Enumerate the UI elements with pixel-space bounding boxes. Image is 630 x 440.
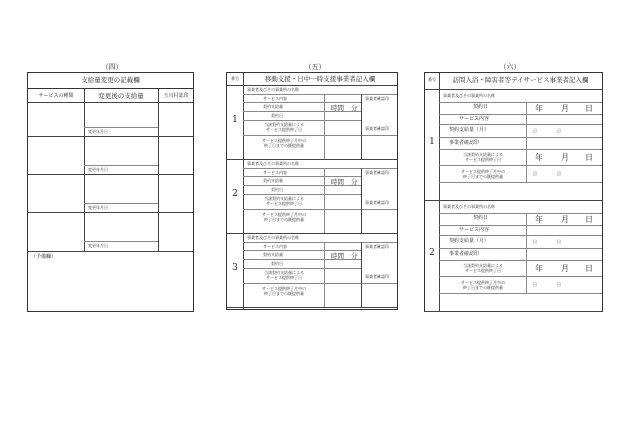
- divider: [439, 225, 602, 226]
- end-label: 終了日までの既提供量: [264, 217, 304, 222]
- end-label: 終了日までの既提供量: [264, 291, 304, 296]
- divider: [361, 242, 362, 307]
- contract-date-label: 契約日: [473, 215, 489, 221]
- confirm-stamp-label: 事業者確認印: [365, 244, 389, 249]
- service-content-label: サービス内容: [459, 227, 490, 233]
- change-date-label: 変更年月日: [88, 243, 108, 248]
- provider-name-label: 事業者及びその事業所の名称: [443, 204, 495, 209]
- divider: [439, 102, 602, 103]
- reserve-field: （予備欄）: [31, 254, 57, 260]
- day-unit: 日: [557, 239, 561, 244]
- divider: [227, 233, 397, 234]
- col-village-stamp: 玉川村認印: [163, 93, 189, 99]
- confirm-stamp-label: 事業者確認印: [365, 274, 389, 279]
- day-unit: 日: [533, 128, 537, 133]
- section-five-label: （五）: [304, 63, 326, 71]
- divider: [439, 149, 602, 150]
- row-number: 1: [232, 115, 238, 125]
- month-unit: 月: [561, 215, 569, 224]
- divider: [439, 293, 602, 294]
- remaining-label: サービス提供終了日: [266, 127, 302, 132]
- end-label: 終了日までの既提供量: [264, 143, 304, 148]
- year-unit: 年: [535, 153, 543, 162]
- month-unit: 月: [561, 153, 569, 162]
- confirm-stamp-label: 事業者確認印: [365, 170, 389, 175]
- divider: [526, 102, 527, 182]
- remaining-label: 当該契約支給量による: [264, 122, 304, 127]
- col-number: 番号: [428, 77, 436, 82]
- col-number: 番号: [231, 76, 239, 81]
- provider-name-label: 事業者及びその事業所の名称: [443, 93, 495, 98]
- minutes-unit: 分: [351, 178, 358, 186]
- remaining-label: サービス提供終了日: [465, 268, 501, 273]
- col-changed-amount: 変更後の支給量: [98, 92, 144, 100]
- end-label: 終了日までの既提供量: [463, 285, 503, 290]
- divider: [324, 168, 325, 233]
- divider: [439, 165, 602, 166]
- section-four-panel: [27, 72, 194, 312]
- section-six-title: 訪問入浴・障害者等デイサービス事業者記入欄: [452, 76, 589, 84]
- contract-amount-label: 契約支給量（月）: [449, 238, 490, 244]
- day-unit: 日: [557, 128, 561, 133]
- section-four-label: （四）: [101, 63, 123, 71]
- row-number: 2: [429, 248, 435, 258]
- change-date-label: 変更年月日: [88, 167, 108, 172]
- minutes-unit: 分: [351, 104, 358, 112]
- confirm-stamp-label: 事業者確認印: [365, 126, 389, 131]
- year-unit: 年: [535, 104, 543, 113]
- end-label: サービス提供終了月中の: [262, 286, 306, 291]
- divider: [243, 120, 361, 121]
- confirm-stamp-label: 事業者確認印: [449, 251, 480, 257]
- divider: [243, 185, 361, 186]
- divider: [439, 235, 602, 236]
- end-label: サービス提供終了月中の: [262, 212, 306, 217]
- contract-amount-label: 契約支給量: [263, 104, 283, 109]
- contract-amount-label: 契約支給量: [263, 252, 283, 257]
- day-unit: 日: [585, 153, 593, 162]
- service-content-label: サービス内容: [459, 116, 490, 122]
- divider: [361, 94, 362, 159]
- section-five-title: 移動支援・日中一時支援事業者記入欄: [264, 75, 376, 83]
- service-content-label: サービス内容: [263, 244, 287, 249]
- divider: [243, 194, 361, 195]
- provider-name-label: 事業者及びその事業所の名称: [247, 161, 299, 166]
- divider: [526, 213, 527, 293]
- section-six-label: （六）: [499, 63, 521, 71]
- divider: [243, 168, 397, 169]
- provider-name-label: 事業者及びその事業所の名称: [247, 87, 299, 92]
- day-unit: 日: [585, 264, 593, 273]
- remaining-label: サービス提供終了日: [266, 275, 302, 280]
- day-unit: 日: [557, 282, 561, 287]
- divider: [439, 114, 602, 115]
- divider: [425, 311, 602, 312]
- divider: [243, 283, 397, 284]
- divider: [425, 200, 602, 201]
- end-label: サービス提供終了月中の: [461, 169, 505, 174]
- hours-unit: 時間: [331, 252, 344, 260]
- change-date-label: 変更年月日: [88, 129, 108, 134]
- remaining-label: 当該契約支給量による: [463, 263, 503, 268]
- row-number: 1: [429, 137, 435, 147]
- divider: [324, 242, 325, 307]
- contract-date-label: 契約日: [271, 187, 283, 192]
- remaining-label: サービス提供終了日: [266, 201, 302, 206]
- divider: [439, 213, 602, 214]
- day-unit: 日: [585, 104, 593, 113]
- contract-date-label: 契約日: [271, 113, 283, 118]
- month-unit: 月: [561, 104, 569, 113]
- day-unit: 日: [533, 282, 537, 287]
- confirm-stamp-label: 事業者確認印: [365, 96, 389, 101]
- year-unit: 年: [535, 264, 543, 273]
- divider: [439, 248, 602, 249]
- service-content-label: サービス内容: [263, 96, 287, 101]
- divider: [243, 209, 397, 210]
- service-content-label: サービス内容: [263, 170, 287, 175]
- divider: [439, 124, 602, 125]
- divider: [227, 159, 397, 160]
- section-four-title: 支給量変更の記載欄: [28, 73, 193, 89]
- provider-name-label: 事業者及びその事業所の名称: [247, 235, 299, 240]
- divider: [227, 307, 397, 308]
- divider: [439, 276, 602, 277]
- hours-unit: 時間: [331, 104, 344, 112]
- end-label: 終了日までの既提供量: [463, 174, 503, 179]
- divider: [243, 259, 361, 260]
- confirm-stamp-label: 事業者確認印: [449, 140, 480, 146]
- divider: [243, 242, 397, 243]
- divider: [361, 168, 362, 233]
- divider: [243, 268, 361, 269]
- remaining-label: 当該契約支給量による: [264, 270, 304, 275]
- contract-amount-label: 契約支給量（月）: [449, 127, 490, 133]
- day-unit: 日: [533, 171, 537, 176]
- end-label: サービス提供終了月中の: [461, 280, 505, 285]
- contract-date-label: 契約日: [271, 261, 283, 266]
- row-number: 2: [232, 189, 238, 199]
- divider: [243, 135, 397, 136]
- day-unit: 日: [533, 239, 537, 244]
- divider: [439, 137, 602, 138]
- divider: [324, 94, 325, 159]
- end-label: サービス提供終了月中の: [262, 138, 306, 143]
- divider: [439, 182, 602, 183]
- confirm-stamp-label: 事業者確認印: [365, 200, 389, 205]
- day-unit: 日: [557, 171, 561, 176]
- col-service-type: サービスの種類: [38, 93, 74, 99]
- section-five-panel: [226, 72, 398, 310]
- hours-unit: 時間: [331, 178, 344, 186]
- day-unit: 日: [585, 215, 593, 224]
- contract-amount-label: 契約支給量: [263, 178, 283, 183]
- contract-date-label: 契約日: [473, 104, 489, 110]
- divider: [439, 260, 602, 261]
- remaining-label: 当該契約支給量による: [264, 196, 304, 201]
- month-unit: 月: [561, 264, 569, 273]
- row-number: 3: [232, 263, 238, 273]
- divider: [243, 94, 397, 95]
- minutes-unit: 分: [351, 252, 358, 260]
- remaining-label: サービス提供終了日: [465, 157, 501, 162]
- year-unit: 年: [535, 215, 543, 224]
- section-six-panel: [424, 72, 603, 312]
- divider: [243, 111, 361, 112]
- remaining-label: 当該契約支給量による: [463, 152, 503, 157]
- change-date-label: 変更年月日: [88, 205, 108, 210]
